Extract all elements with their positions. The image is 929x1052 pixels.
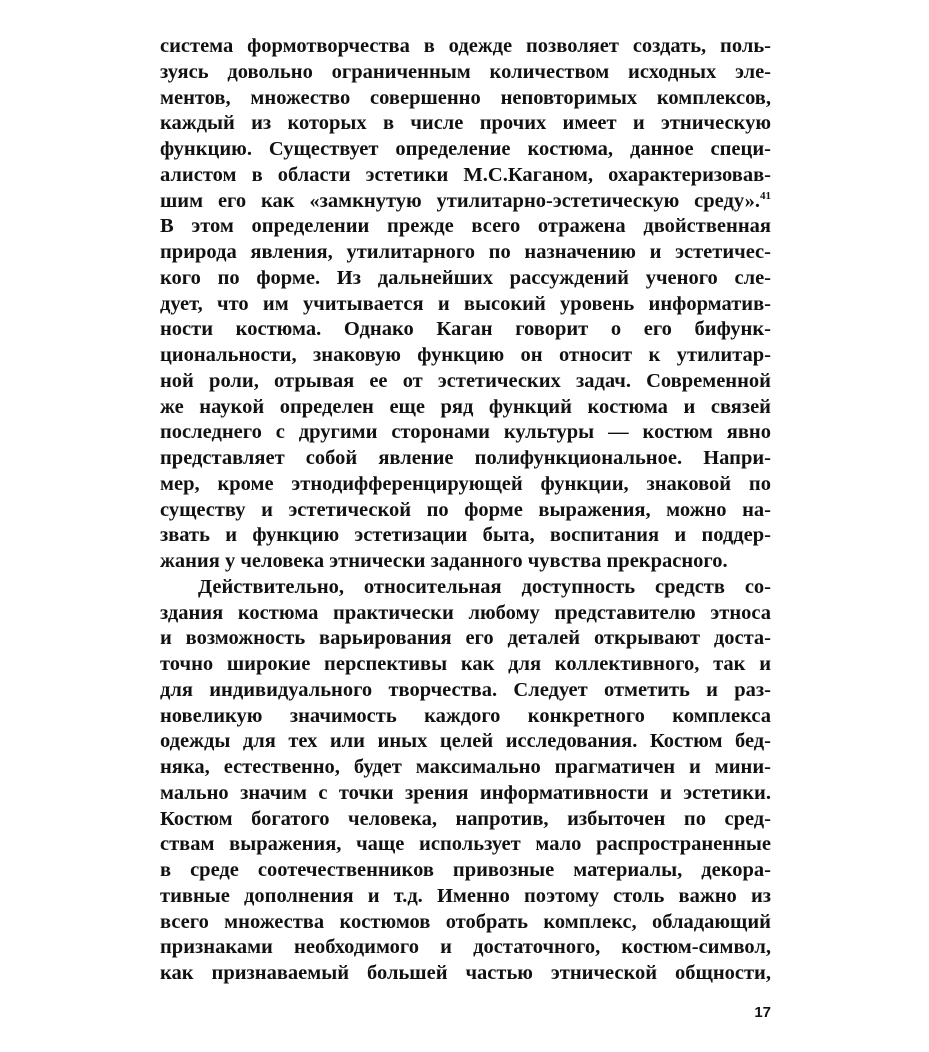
text-line: няка, естественно, будет максимально прагматичен и мини- xyxy=(160,756,771,778)
text-line: функцию. Существует определение костюма, данное специ- xyxy=(160,138,771,160)
paragraph-2 xyxy=(160,575,771,987)
text-line: представляет собой явление полифункциональное. Напри- xyxy=(160,447,771,469)
text-line: всего множества костюмов отобрать комплекс, обладающий xyxy=(160,910,771,933)
text-line: алистом в области эстетики М.С.Каганом, охарактеризовав- xyxy=(160,163,771,186)
text-line: зуясь довольно ограниченным количеством исходных эле- xyxy=(160,60,771,83)
text-line: система формотворчества в одежде позволяет создать, поль- xyxy=(160,35,771,57)
text-line: последнего с другими сторонами культуры — костюм явно xyxy=(160,421,771,444)
paragraph-1 xyxy=(160,34,771,575)
text-line: ной роли, отрывая ее от эстетических задач. Современной xyxy=(160,369,771,392)
text-line: Костюм богатого человека, напротив, избыточен по сред- xyxy=(160,807,771,830)
text-line: звать и функцию эстетизации быта, воспитания и поддер- xyxy=(160,524,771,547)
text-line: признаками необходимого и достаточного, костюм-символ, xyxy=(160,936,771,959)
text-line: точно широкие перспективы как для коллективного, так и xyxy=(160,653,771,675)
text-line: циональности, знаковую функцию он относит к утилитар- xyxy=(160,344,771,366)
text-line: одежды для тех или иных целей исследования. Костюм бед- xyxy=(160,730,771,753)
text-line: каждый из которых в числе прочих имеет и этническую xyxy=(160,112,771,135)
text-line: ствам выражения, чаще использует мало распространенные xyxy=(160,833,771,856)
text-line: жания у человека этнически заданного чувства прекрасного. xyxy=(160,550,728,572)
text-line: В этом определении прежде всего отражена двойственная xyxy=(160,215,771,238)
text-line: кого по форме. Из дальнейших рассуждений ученого сле- xyxy=(160,266,771,289)
text-line: ментов, множество совершенно неповторимых комплексов, xyxy=(160,86,771,109)
text-line: здания костюма практически любому представителю этноса xyxy=(160,601,771,624)
text-line-content: шим его как «замкнутую утилитарно-эстетическую среду». xyxy=(160,189,760,212)
text-line: дует, что им учитывается и высокий уровень информатив- xyxy=(160,292,771,315)
text-line: и возможность варьирования его деталей открывают доста- xyxy=(160,627,771,650)
footnote-reference: 41 xyxy=(760,189,771,202)
text-line: Действительно, относительная доступность средств со- xyxy=(198,575,771,598)
body-text xyxy=(160,34,771,987)
text-line: ности костюма. Однако Каган говорит о его бифунк- xyxy=(160,318,771,341)
text-line: тивные дополнения и т.д. Именно поэтому столь важно из xyxy=(160,884,771,907)
text-line: природа явления, утилитарного по назначению и эстетичес- xyxy=(160,241,771,263)
text-line: же наукой определен еще ряд функций костюма и связей xyxy=(160,395,771,418)
text-line: как признаваемый большей частью этнической общности, xyxy=(160,962,771,984)
text-line xyxy=(160,189,771,215)
text-line: мально значим с точки зрения информативности и эстетики. xyxy=(160,781,771,804)
text-line: для индивидуального творчества. Следует отметить и раз- xyxy=(160,678,771,701)
text-line: в среде соотечественников привозные материалы, декора- xyxy=(160,859,771,881)
text-line: существу и эстетической по форме выражения, можно на- xyxy=(160,498,771,521)
text-line: новеликую значимость каждого конкретного комплекса xyxy=(160,704,771,727)
page-number: 17 xyxy=(754,1004,771,1021)
text-line: мер, кроме этнодифференцирующей функции, знаковой по xyxy=(160,472,771,495)
